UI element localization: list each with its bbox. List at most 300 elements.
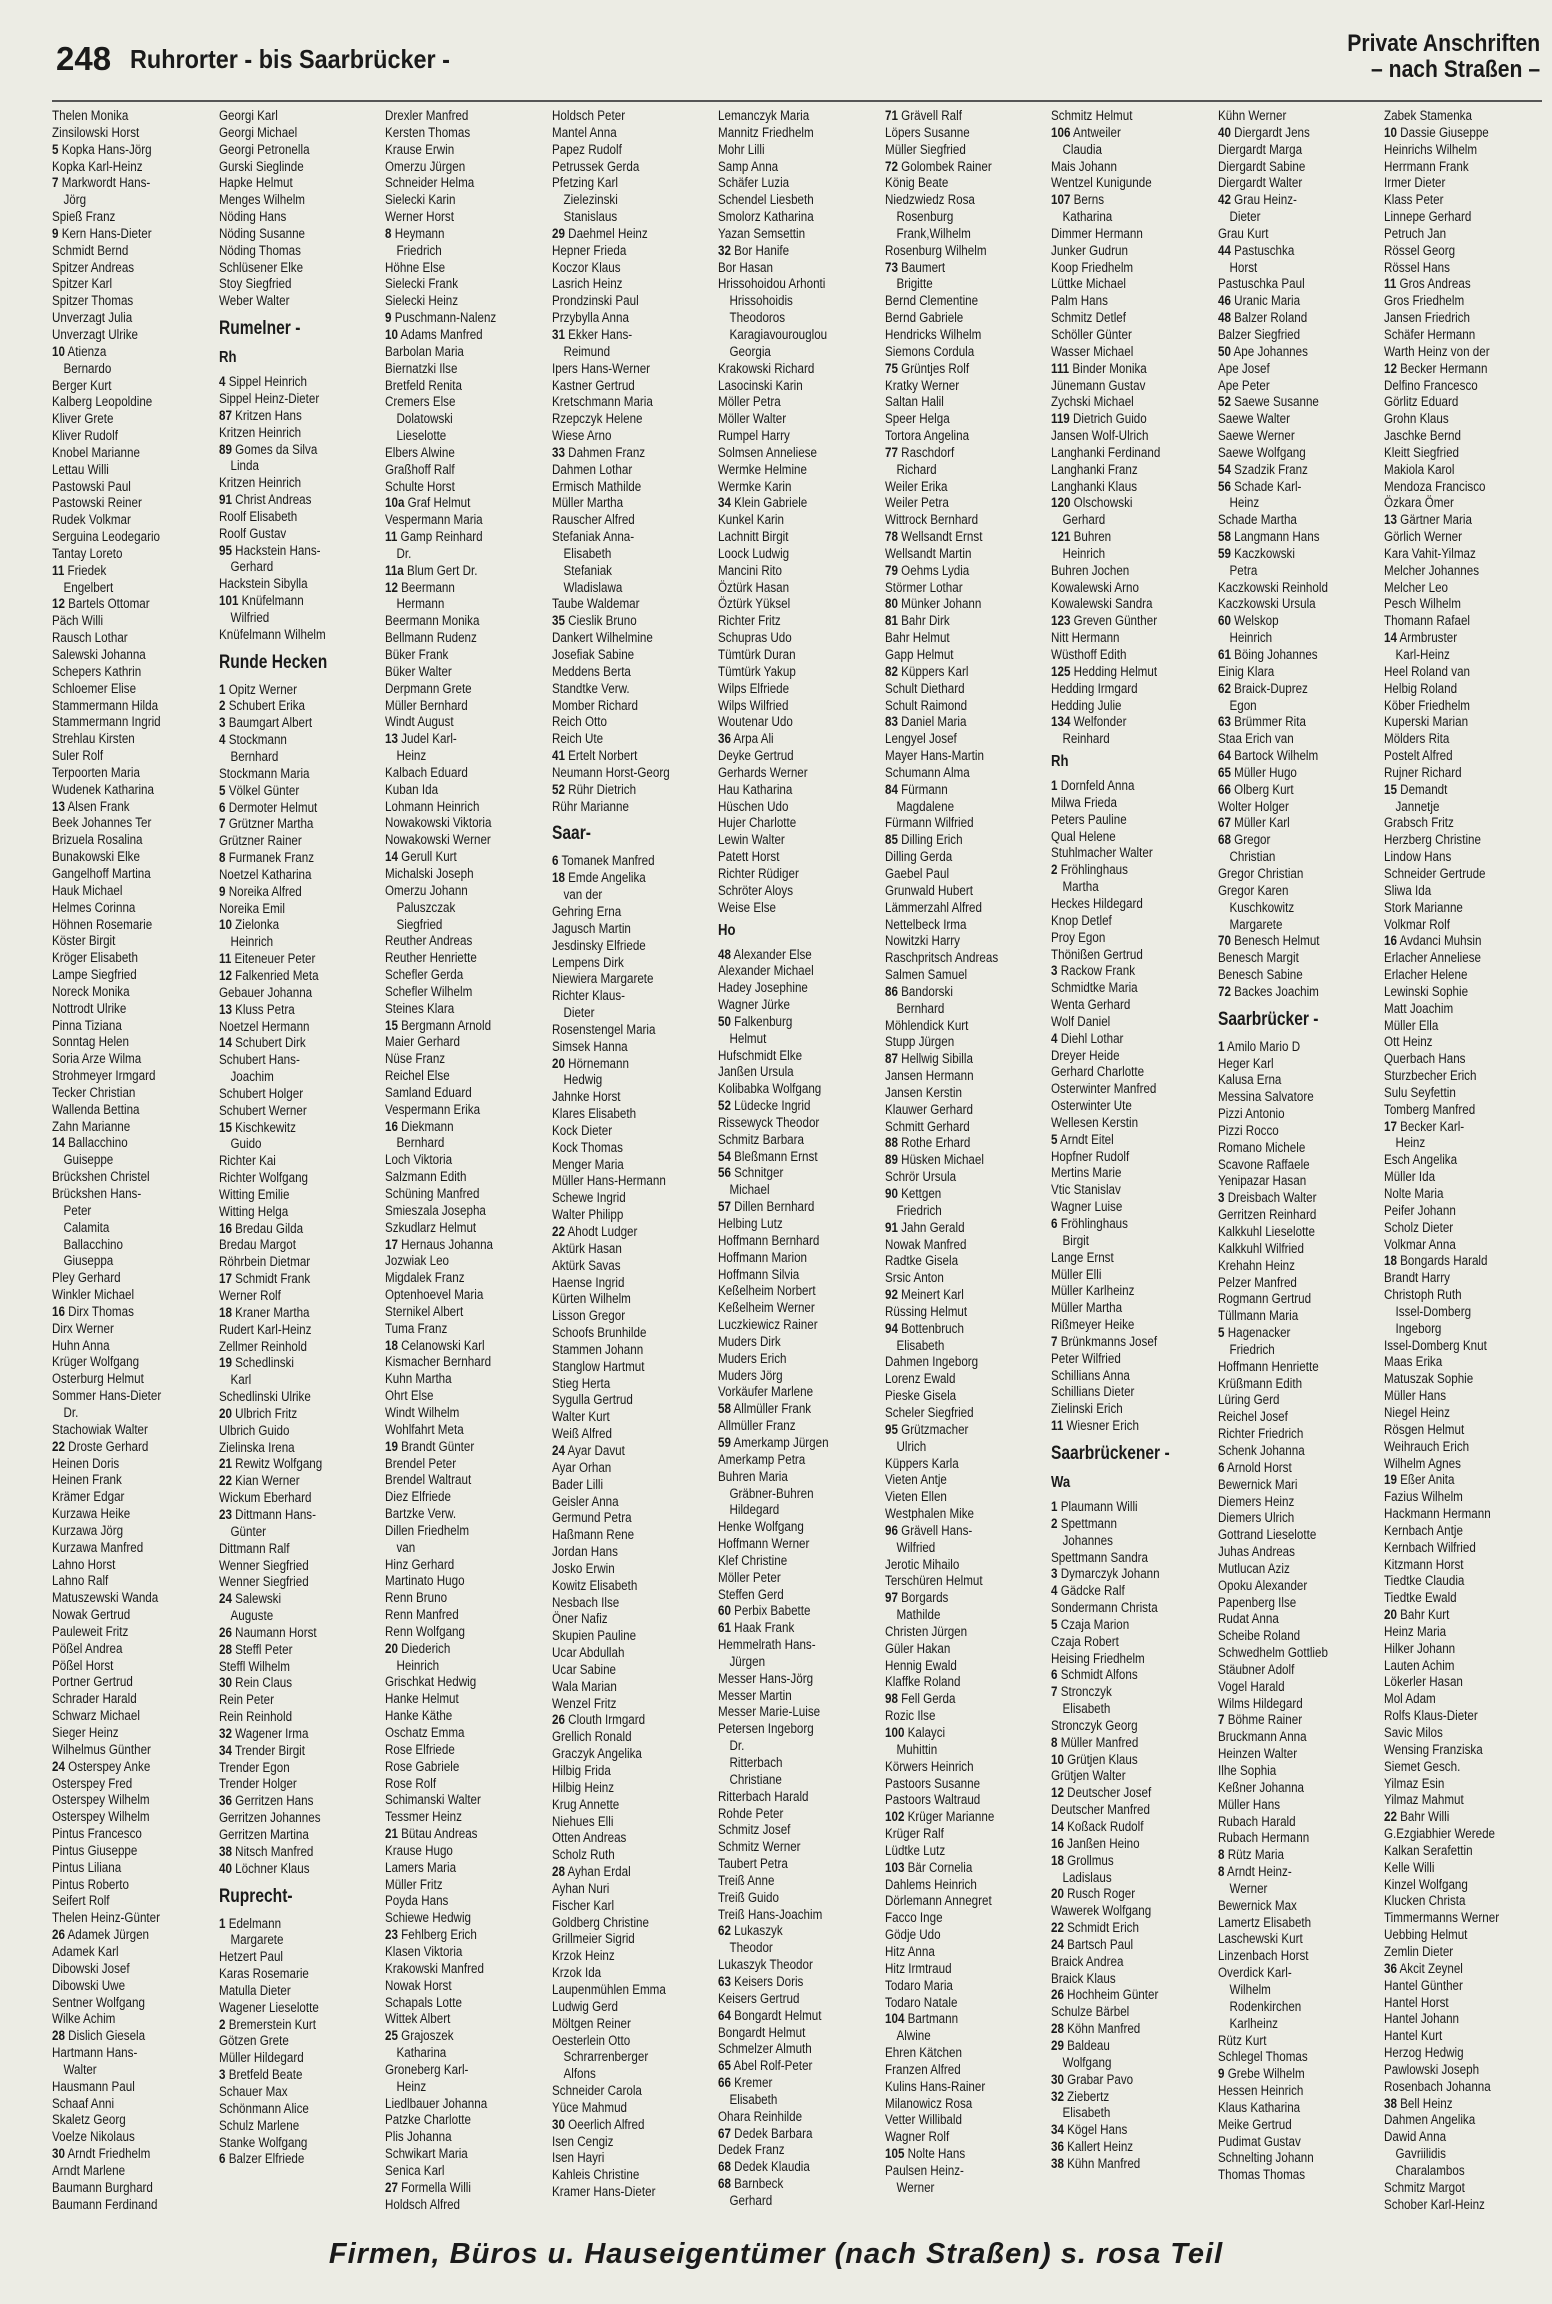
directory-entry: Spitzer Karl (52, 276, 113, 293)
directory-column (385, 108, 551, 2218)
directory-entry: 41 Ertelt Norbert (551, 748, 637, 765)
directory-entry: Nowak Manfred (884, 1236, 966, 1253)
directory-entry: Lange Ernst (1051, 1249, 1114, 1266)
directory-entry: Lamers Maria (385, 1859, 457, 1876)
directory-entry: Körwers Heinrich (884, 1758, 974, 1775)
directory-entry: Bernhard (229, 749, 278, 765)
directory-entry: Hanke Helmut (385, 1691, 459, 1708)
directory-entry: Wagner Luise (1051, 1199, 1123, 1216)
house-number: 87 (884, 1051, 898, 1068)
directory-entry: Stammermann Hilda (52, 697, 159, 714)
house-number: 32 (718, 242, 731, 259)
directory-entry: Tomberg Manfred (1384, 1101, 1476, 1118)
directory-entry: Grützner Rainer (218, 833, 302, 850)
directory-entry: Hoffmann Werner (718, 1536, 810, 1553)
directory-entry: Kock Dieter (551, 1122, 612, 1139)
directory-entry: Lahno Horst (52, 1556, 116, 1573)
directory-entry: Roolf Elisabeth (218, 508, 297, 525)
directory-entry: Hetzert Paul (218, 1949, 283, 1966)
directory-entry: Zielezinski (562, 192, 618, 209)
directory-entry: Makiola Karol (1384, 461, 1455, 478)
house-number: 23 (218, 1506, 232, 1523)
directory-entry: 8 Rütz Maria (1217, 1847, 1284, 1864)
directory-entry: 95 Hackstein Hans- (218, 542, 321, 559)
directory-entry: Möller Petra (718, 394, 781, 411)
directory-entry: Elisabeth (895, 1337, 944, 1354)
directory-entry: Sliwa Ida (1384, 882, 1432, 899)
directory-entry: Kramer Hans-Dieter (551, 2184, 655, 2201)
directory-entry: 20 Ulbrich Fritz (218, 1405, 297, 1422)
directory-entry: 16 Dirx Thomas (52, 1303, 134, 1320)
directory-entry: Richter Klaus- (551, 988, 625, 1005)
directory-entry: Grau Kurt (1217, 225, 1268, 242)
directory-entry: 2 Spettmann (1051, 1515, 1117, 1532)
directory-entry: Rujner Richard (1384, 764, 1462, 781)
directory-entry: Zychski Michael (1051, 394, 1134, 411)
house-number: 61 (1217, 647, 1231, 663)
directory-entry: Hepner Frieda (551, 242, 626, 259)
house-number: 5 (1217, 1325, 1224, 1342)
house-number: 12 (385, 579, 398, 596)
directory-entry: Petrussek Gerda (551, 158, 639, 175)
directory-entry: Paluszczak (396, 899, 456, 916)
directory-entry: Wiese Arno (551, 428, 611, 445)
directory-entry: Schäfer Luzia (718, 175, 790, 192)
directory-entry: Tantay Loreto (52, 545, 123, 562)
directory-entry: 4 Diehl Lothar (1051, 1030, 1124, 1047)
directory-entry: Hartmann Hans- (52, 2045, 138, 2062)
directory-entry: Oschatz Emma (385, 1725, 465, 1741)
house-number: 106 (1051, 124, 1071, 141)
directory-entry: Siemet Gesch. (1384, 1758, 1461, 1775)
directory-entry: Benesch Sabine (1217, 967, 1303, 984)
directory-entry: Hackmann Hermann (1384, 1506, 1491, 1523)
directory-entry: Krug Annette (551, 1796, 619, 1813)
directory-entry: Dankert Wilhelmine (551, 630, 653, 647)
directory-entry: Pawlowski Joseph (1384, 2061, 1480, 2078)
directory-entry: Lewin Walter (718, 832, 785, 849)
directory-entry: 50 Ape Johannes (1217, 343, 1308, 360)
directory-entry: Diergardt Sabine (1217, 158, 1305, 175)
directory-entry: Kernbach Antje (1384, 1522, 1463, 1539)
directory-entry: Niehues Elli (551, 1813, 613, 1830)
house-number: 34 (1051, 2122, 1064, 2139)
directory-entry: Kolibabka Wolfgang (718, 1081, 822, 1098)
house-number: 6 (551, 853, 558, 870)
directory-entry: 4 Gädcke Ralf (1051, 1583, 1125, 1600)
footer-note: Firmen, Büros u. Hauseigentümer (nach Straßen) s. rosa Teil (328, 2238, 1224, 2270)
directory-entry: Schmitz Werner (718, 1839, 801, 1856)
directory-entry: Kürten Wilhelm (551, 1291, 631, 1308)
directory-entry: 77 Raschdorf (884, 444, 954, 461)
directory-entry: Schnelting Johann (1217, 2150, 1314, 2167)
directory-entry: Biernatzki Ilse (385, 360, 458, 377)
directory-entry: 17 Hernaus Johanna (385, 1236, 494, 1253)
directory-entry: Wilps Elfriede (718, 680, 790, 697)
house-number: 68 (718, 2176, 731, 2193)
directory-entry: Alexander Michael (718, 963, 814, 980)
directory-entry: Hoffmann Bernhard (718, 1232, 820, 1249)
directory-entry: Kahleis Christine (551, 2167, 639, 2184)
directory-entry: Bernhard (895, 1000, 944, 1017)
directory-entry: 28 Steffl Peter (218, 1641, 293, 1658)
directory-entry: Lorenz Ewald (884, 1371, 955, 1388)
directory-entry: 1 Opitz Werner (218, 681, 297, 698)
directory-entry: Schewe Ingrid (551, 1190, 626, 1207)
house-number: 20 (218, 1405, 232, 1422)
directory-entry: Sielecki Frank (385, 276, 459, 293)
directory-entry: 3 Bretfeld Beate (218, 2067, 302, 2084)
house-number: 72 (884, 158, 898, 175)
directory-entry: Messer Marie-Luise (718, 1704, 821, 1721)
directory-entry: Helbing Lutz (718, 1216, 783, 1232)
directory-entry: 5 Czaja Marion (1051, 1616, 1130, 1633)
directory-entry: Reuther Andreas (385, 933, 473, 950)
house-number: 15 (385, 1017, 398, 1034)
house-number: 66 (718, 2075, 731, 2092)
directory-entry: Zemlin Dieter (1384, 1943, 1454, 1960)
directory-entry: Nowitzki Harry (884, 933, 960, 950)
house-number: 18 (1384, 1253, 1397, 1270)
directory-entry: Müller Martha (551, 495, 623, 512)
directory-entry: Lökerler Hasan (1384, 1674, 1463, 1691)
directory-entry: Rosenbach Johanna (1384, 2078, 1491, 2095)
directory-entry: 58 Allmüller Frank (718, 1401, 812, 1418)
house-number: 1 (1051, 1498, 1058, 1515)
directory-entry: Schmidtke Maria (1051, 980, 1138, 997)
directory-entry: Tortora Angelina (884, 428, 969, 445)
directory-entry: Zinsilowski Horst (52, 124, 140, 141)
directory-entry: Bernardo (63, 360, 112, 377)
directory-entry: Kuhn Martha (385, 1371, 452, 1388)
directory-entry: Jansen Hermann (884, 1068, 974, 1085)
directory-entry: 5 Arndt Eitel (1051, 1131, 1114, 1148)
directory-entry: Meddens Berta (551, 663, 631, 680)
directory-entry: Kalkkuhl Lieselotte (1217, 1224, 1315, 1240)
directory-entry: Dillen Friedhelm (385, 1522, 470, 1539)
directory-entry: 64 Bongardt Helmut (718, 2007, 822, 2024)
directory-entry: Schloemer Elise (52, 680, 137, 697)
directory-entry: Terschüren Helmut (884, 1573, 983, 1590)
directory-entry: Melcher Leo (1384, 579, 1449, 596)
directory-entry: Fürmann Wilfried (884, 815, 974, 832)
directory-entry: Jahnke Horst (551, 1089, 621, 1106)
directory-entry: Bahr Helmut (884, 630, 950, 647)
page-number: 248 (56, 40, 112, 77)
directory-entry: Sielecki Heinz (385, 293, 459, 310)
directory-entry: Simsek Hanna (551, 1038, 628, 1055)
directory-entry: Pintus Francesco (52, 1826, 142, 1843)
directory-entry: 18 Kraner Martha (218, 1304, 310, 1321)
directory-entry: 28 Dislich Giesela (52, 2028, 146, 2045)
house-number: 24 (1051, 1936, 1064, 1953)
house-number: 26 (218, 1624, 232, 1641)
directory-entry: Schillians Dieter (1051, 1384, 1135, 1401)
directory-entry: Margarete (1228, 916, 1283, 933)
directory-entry: Bartzke Verw. (385, 1506, 457, 1523)
directory-entry: Scholz Ruth (551, 1847, 615, 1864)
directory-entry: 3 Dymarczyk Johann (1051, 1566, 1160, 1583)
house-number: 72 (1217, 983, 1231, 1000)
directory-entry: Krause Hugo (385, 1842, 453, 1859)
directory-entry: 48 Balzer Roland (1217, 310, 1307, 327)
directory-entry: Ape Peter (1217, 377, 1270, 394)
directory-entry: Vespermann Maria (385, 512, 483, 529)
directory-entry: Hoffmann Henriette (1217, 1358, 1319, 1375)
directory-entry: Hackstein Sibylla (218, 576, 308, 593)
directory-entry: Schrader Harald (52, 1691, 137, 1708)
directory-columns (52, 108, 1552, 2218)
street-heading: Saarbrückener - (1051, 1442, 1170, 1464)
directory-entry: Vetter Willibald (884, 2112, 962, 2129)
directory-entry: 54 Szadzik Franz (1217, 461, 1308, 478)
directory-entry: Soria Arze Wilma (52, 1051, 142, 1068)
directory-entry: Baumann Ferdinand (52, 2196, 158, 2213)
house-number: 20 (551, 1055, 565, 1072)
directory-entry: Peters Pauline (1051, 811, 1127, 828)
house-number: 4 (218, 374, 225, 391)
directory-entry: 9 Puschmann-Nalenz (385, 310, 497, 327)
directory-entry: Timmermanns Werner (1384, 1910, 1500, 1927)
directory-entry: 1 Dornfeld Anna (1051, 778, 1135, 795)
house-number: 21 (218, 1456, 232, 1473)
directory-entry: Elisabeth (562, 545, 611, 562)
directory-entry: Hantel Johann (1384, 2011, 1460, 2028)
directory-entry: Reichel Else (385, 1068, 450, 1085)
directory-entry: Richard (895, 461, 937, 478)
directory-entry: Patzke Charlotte (385, 2112, 472, 2129)
directory-entry: Müller Martha (1051, 1300, 1123, 1317)
house-number: 5 (1051, 1616, 1058, 1633)
directory-entry: Pelzer Manfred (1217, 1274, 1297, 1291)
directory-entry: Patett Horst (718, 849, 780, 866)
directory-entry: Nöding Susanne (218, 225, 305, 242)
house-number: 28 (551, 1864, 565, 1881)
directory-entry: Walter (63, 2061, 97, 2078)
directory-entry: Krüßmann Edith (1217, 1375, 1302, 1392)
directory-entry: Kismacher Bernhard (385, 1354, 492, 1371)
directory-entry: Diemers Ulrich (1217, 1510, 1294, 1527)
house-number: 4 (1051, 1583, 1058, 1600)
directory-entry: Wolter Holger (1217, 798, 1289, 815)
directory-entry: Grischkat Hedwig (385, 1674, 477, 1691)
directory-entry: Thelen Monika (52, 108, 129, 124)
house-number: 50 (718, 1013, 731, 1030)
directory-entry: Egon (1228, 697, 1257, 714)
directory-entry: Bewernick Max (1217, 1897, 1297, 1914)
directory-entry: Götzen Grete (218, 2033, 289, 2050)
house-number: 56 (1217, 478, 1231, 495)
house-number: 29 (1051, 2037, 1064, 2054)
directory-entry: Herzberg Christine (1384, 832, 1481, 849)
directory-entry: Witting Emilie (218, 1186, 289, 1203)
directory-entry: Koczor Klaus (551, 259, 621, 276)
house-number: 3 (1217, 1190, 1224, 1207)
house-number: 36 (718, 731, 731, 748)
house-number: 103 (884, 1859, 904, 1876)
directory-entry: Heinrich (1062, 545, 1106, 562)
directory-entry: Schedlinski Ulrike (218, 1389, 311, 1406)
directory-entry: Treiß Hans-Joachim (718, 1906, 823, 1923)
directory-entry: Optenhoevel Maria (385, 1287, 484, 1304)
directory-entry: Niedzwiedz Rosa (884, 192, 975, 209)
directory-entry: Brückshen Hans- (52, 1186, 142, 1202)
directory-entry: 31 Ekker Hans- (551, 326, 632, 343)
directory-entry: Schimanski Walter (385, 1792, 481, 1809)
directory-entry: Noreck Monika (52, 983, 130, 1000)
directory-entry: Kliver Rudolf (52, 428, 118, 445)
directory-entry: Christian (1228, 849, 1275, 866)
directory-entry: 15 Bergmann Arnold (385, 1017, 492, 1034)
directory-entry: Spieß Franz (52, 209, 116, 226)
house-number: 11 (1384, 276, 1397, 293)
directory-entry: Deyke Gertrud (718, 748, 794, 765)
directory-entry: Hantel Kurt (1384, 2028, 1443, 2045)
directory-entry: Richter Wolfgang (218, 1170, 308, 1187)
directory-entry: Hrissohoidou Arhonti (718, 276, 826, 293)
directory-entry: Reichel Josef (1217, 1409, 1288, 1426)
house-number: 61 (718, 1620, 731, 1637)
house-number: 22 (218, 1473, 232, 1490)
directory-entry: 23 Fehlberg Erich (385, 1927, 477, 1944)
directory-entry: 36 Gerritzen Hans (218, 1793, 313, 1810)
directory-entry: 36 Arpa Ali (718, 731, 774, 748)
directory-entry: Johannes (1062, 1532, 1113, 1549)
directory-entry: Heger Karl (1217, 1055, 1274, 1072)
directory-entry: Gros Friedhelm (1384, 293, 1465, 310)
directory-entry: 14 Ballacchino (52, 1135, 128, 1152)
house-number: 13 (218, 1001, 232, 1018)
directory-entry: 3 Rackow Frank (1051, 963, 1136, 980)
directory-entry: Diergardt Walter (1217, 175, 1302, 192)
house-number: 28 (1051, 2021, 1064, 2038)
house-number: 1 (1217, 1038, 1224, 1055)
directory-entry: Osterspey Fred (52, 1775, 133, 1792)
directory-entry: Schröter Aloys (718, 882, 794, 899)
house-number: 9 (1217, 2066, 1224, 2083)
directory-entry: Portner Gertrud (52, 1674, 133, 1691)
directory-entry: Sondermann Christa (1051, 1600, 1158, 1617)
directory-entry: Lewinski Sophie (1384, 983, 1469, 1000)
directory-entry: Sygulla Gertrud (551, 1392, 633, 1409)
directory-entry: Schulte Horst (385, 478, 455, 495)
directory-entry: Charalambos (1395, 2162, 1465, 2179)
directory-entry: Krzok Ida (551, 1965, 601, 1982)
directory-entry: Schmitz Margot (1384, 2179, 1465, 2196)
directory-entry: Grillmeier Sigrid (551, 1931, 635, 1948)
directory-entry: Schmitt Gerhard (884, 1118, 970, 1135)
directory-entry: Jannetje (1395, 798, 1440, 815)
directory-entry: Speer Helga (884, 411, 950, 428)
house-number: 101 (218, 593, 238, 610)
directory-entry: Schäfer Hermann (1384, 326, 1476, 343)
directory-entry: Bredau Margot (218, 1237, 296, 1254)
directory-entry: Kaczkowski Ursula (1217, 596, 1316, 613)
directory-entry: Tessmer Heinz (385, 1809, 462, 1826)
directory-entry: Heinrich (396, 1657, 440, 1674)
directory-entry: Jerotic Mihailo (884, 1556, 959, 1573)
directory-entry: 32 Bor Hanife (718, 242, 790, 259)
directory-entry: 46 Uranic Maria (1217, 293, 1300, 310)
directory-entry: Renn Wolfgang (385, 1623, 465, 1640)
directory-entry: 20 Diederich (385, 1640, 451, 1657)
house-number: 38 (1051, 2155, 1064, 2172)
house-number: 11 (385, 529, 398, 546)
directory-entry: Engelbert (63, 579, 114, 596)
directory-entry: 5 Kopka Hans-Jörg (52, 141, 152, 158)
directory-entry: 75 Grüntjes Rolf (884, 360, 969, 377)
directory-entry: Keßelheim Werner (718, 1300, 815, 1317)
directory-entry: Gebauer Johanna (218, 984, 312, 1001)
directory-entry: 48 Alexander Else (718, 946, 812, 963)
house-number: 95 (218, 542, 232, 559)
directory-entry: 89 Gomes da Silva (218, 441, 317, 458)
house-number: 9 (385, 310, 392, 327)
directory-entry: Papez Rudolf (551, 141, 622, 158)
directory-entry: 10 Grütjen Klaus (1051, 1751, 1138, 1768)
directory-entry: Prondzinski Paul (551, 293, 639, 310)
directory-entry: Vorkäufer Marlene (718, 1384, 814, 1401)
directory-entry: 82 Küppers Karl (884, 663, 968, 680)
directory-entry: 9 Grebe Wilhelm (1217, 2066, 1305, 2083)
directory-entry: Elbers Alwine (385, 444, 455, 461)
directory-entry: Gerhards Werner (718, 764, 808, 781)
directory-entry: Wenner Siegfried (218, 1574, 309, 1591)
house-number: 14 (52, 1135, 65, 1152)
directory-entry: Srsic Anton (884, 1270, 944, 1287)
directory-entry: 107 Berns (1051, 192, 1105, 209)
directory-entry: Linnepe Gerhard (1384, 209, 1472, 226)
directory-entry: Gregor Christian (1217, 865, 1303, 882)
directory-entry: Gangelhoff Martina (52, 865, 151, 882)
directory-entry: Bruckmann Anna (1217, 1729, 1307, 1746)
directory-entry: Buhren Jochen (1051, 562, 1130, 579)
directory-entry: Weber Walter (218, 293, 289, 310)
house-number: 22 (52, 1438, 65, 1455)
directory-entry: Georgi Michael (218, 124, 297, 141)
directory-entry: Steines Klara (385, 1000, 455, 1017)
directory-entry: Magdalene (895, 798, 954, 815)
directory-entry: Kernbach Wilfried (1384, 1539, 1476, 1556)
directory-entry: Richter Kai (218, 1153, 276, 1170)
street-subheading: Rh (1051, 753, 1069, 771)
directory-entry: Lempens Dirk (551, 954, 624, 971)
directory-entry: Ehren Kätchen (884, 2045, 962, 2062)
directory-entry: Hendricks Wilhelm (884, 326, 981, 343)
directory-entry: Kock Thomas (551, 1139, 623, 1156)
directory-entry: Kersten Thomas (385, 124, 471, 141)
directory-entry: Loch Viktoria (385, 1152, 453, 1169)
directory-entry: Wolfgang (1062, 2054, 1112, 2071)
directory-entry: Luczkiewicz Rainer (718, 1317, 818, 1334)
house-number: 6 (1217, 1459, 1224, 1476)
directory-entry: 17 Becker Karl- (1384, 1118, 1465, 1135)
directory-entry: Weiler Petra (884, 495, 949, 512)
directory-entry: Czaja Robert (1051, 1633, 1119, 1650)
directory-entry: Jansen Kerstin (884, 1084, 962, 1101)
house-number: 66 (1217, 781, 1231, 798)
directory-entry: Rissewyck Theodor (718, 1114, 820, 1131)
directory-entry: 40 Löchner Klaus (218, 1860, 310, 1877)
directory-entry: Auguste (229, 1608, 273, 1625)
directory-entry: Winkler Michael (52, 1287, 135, 1304)
directory-entry: Richter Rüdiger (718, 865, 799, 882)
directory-entry: Alwine (895, 2028, 931, 2045)
house-number: 44 (1217, 242, 1231, 259)
directory-entry: Fazius Wilhelm (1384, 1489, 1463, 1506)
house-number: 1 (218, 681, 225, 698)
directory-entry: 38 Nitsch Manfred (218, 1843, 313, 1860)
